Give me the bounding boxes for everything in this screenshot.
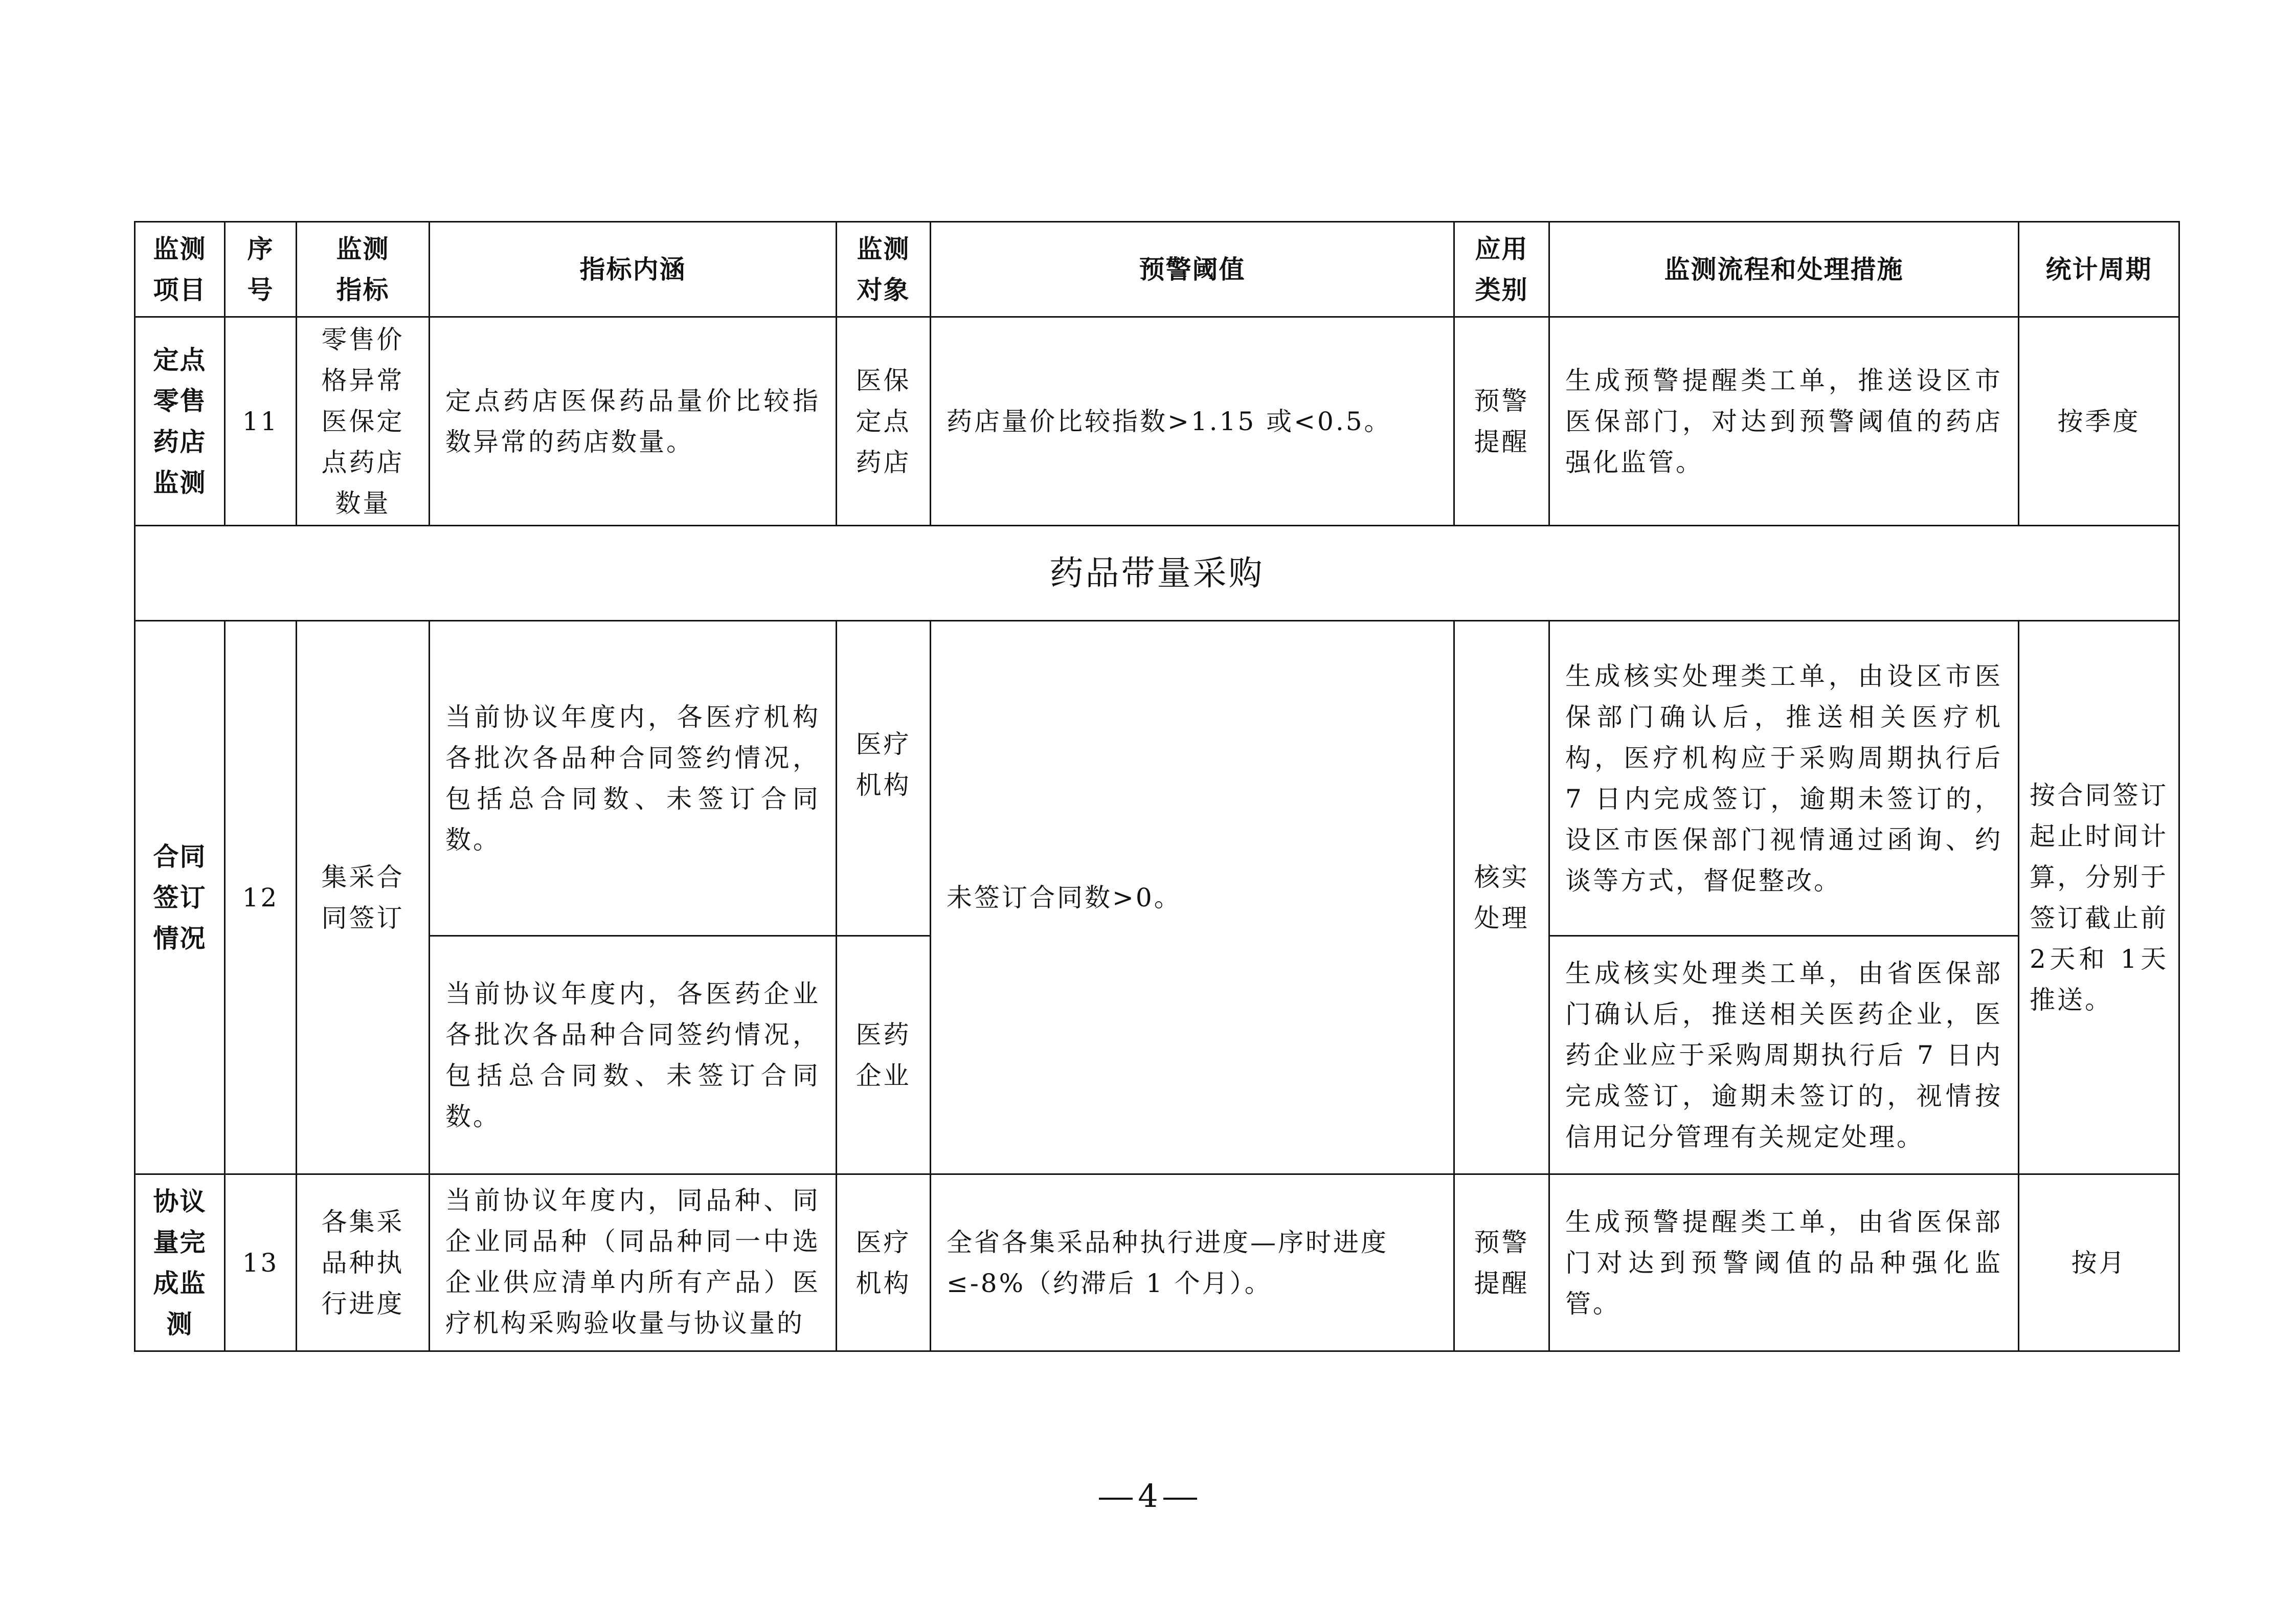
row12-indicator: 集采合 同签订: [297, 621, 430, 1174]
row11-category: 预警 提醒: [1454, 317, 1549, 526]
row13-project: 协议 量完 成监 测: [135, 1174, 225, 1351]
row11-period: 按季度: [2019, 317, 2179, 526]
row13-content: 当前协议年度内，同品种、同企业同品种（同品种同一中选企业供应清单内所有产品）医疗机构采购验收量与协议量的: [430, 1174, 837, 1351]
row12-content-enterprise: 当前协议年度内，各医药企业各批次各品种合同签约情况，包括总合同数、未签订合同数。: [430, 936, 837, 1174]
row11-threshold: 药店量价比较指数>1.15 或<0.5。: [931, 317, 1454, 526]
header-threshold: 预警阈值: [931, 222, 1454, 317]
header-project: 监测 项目: [135, 222, 225, 317]
row12-threshold: 未签订合同数>0。: [931, 621, 1454, 1174]
monitoring-table: [134, 221, 2180, 1352]
table-row-11: [135, 317, 2179, 526]
row11-number: 11: [225, 317, 297, 526]
table-header-row: [135, 222, 2179, 317]
header-indicator: 监测 指标: [297, 222, 430, 317]
row13-process: 生成预警提醒类工单，由省医保部门对达到预警阈值的品种强化监管。: [1549, 1174, 2019, 1351]
table-row-12a: [135, 621, 2179, 936]
row12-project: 合同 签订 情况: [135, 621, 225, 1174]
row13-category: 预警 提醒: [1454, 1174, 1549, 1351]
row12-process-hospital: 生成核实处理类工单，由设区市医保部门确认后，推送相关医疗机构，医疗机构应于采购周期执行后 7 日内完成签订，逾期未签订的，设区市医保部门视情通过函询、约谈等方式，督促整改。: [1549, 621, 2019, 936]
row13-object: 医疗 机构: [837, 1174, 931, 1351]
row12-period: 按合同签订起止时间计算，分别于签订截止前 2天和 1天推送。: [2019, 621, 2179, 1174]
row13-period: 按月: [2019, 1174, 2179, 1351]
row13-number: 13: [225, 1174, 297, 1351]
row13-indicator: 各集采 品种执 行进度: [297, 1174, 430, 1351]
header-content: 指标内涵: [430, 222, 837, 317]
section-row: [135, 526, 2179, 621]
header-period: 统计周期: [2019, 222, 2179, 317]
row12-process-enterprise: 生成核实处理类工单，由省医保部门确认后，推送相关医药企业，医药企业应于采购周期执行后 7 日内完成签订，逾期未签订的，视情按信用记分管理有关规定处理。: [1549, 936, 2019, 1174]
table-row-13: [135, 1174, 2179, 1351]
row11-content: 定点药店医保药品量价比较指数异常的药店数量。: [430, 317, 837, 526]
header-category: 应用 类别: [1454, 222, 1549, 317]
page-number-value: 4: [1138, 1477, 1158, 1515]
page-number-right-dash: [1163, 1498, 1197, 1500]
page-number-left-dash: [1099, 1498, 1133, 1500]
section-title: 药品带量采购: [135, 526, 2179, 621]
row12-category: 核实 处理: [1454, 621, 1549, 1174]
row11-project: 定点 零售 药店 监测: [135, 317, 225, 526]
header-process: 监测流程和处理措施: [1549, 222, 2019, 317]
header-number: 序 号: [225, 222, 297, 317]
row12-object-enterprise: 医药 企业: [837, 936, 931, 1174]
page-number: [0, 1476, 2296, 1517]
row12-object-hospital: 医疗 机构: [837, 621, 931, 936]
row13-threshold: 全省各集采品种执行进度—序时进度≤-8%（约滞后 1 个月）。: [931, 1174, 1454, 1351]
row12-content-hospital: 当前协议年度内，各医疗机构各批次各品种合同签约情况，包括总合同数、未签订合同数。: [430, 621, 837, 936]
row11-process: 生成预警提醒类工单，推送设区市医保部门，对达到预警阈值的药店强化监管。: [1549, 317, 2019, 526]
row12-number: 12: [225, 621, 297, 1174]
row11-object: 医保 定点 药店: [837, 317, 931, 526]
header-object: 监测 对象: [837, 222, 931, 317]
row11-indicator: 零售价 格异常 医保定 点药店 数量: [297, 317, 430, 526]
